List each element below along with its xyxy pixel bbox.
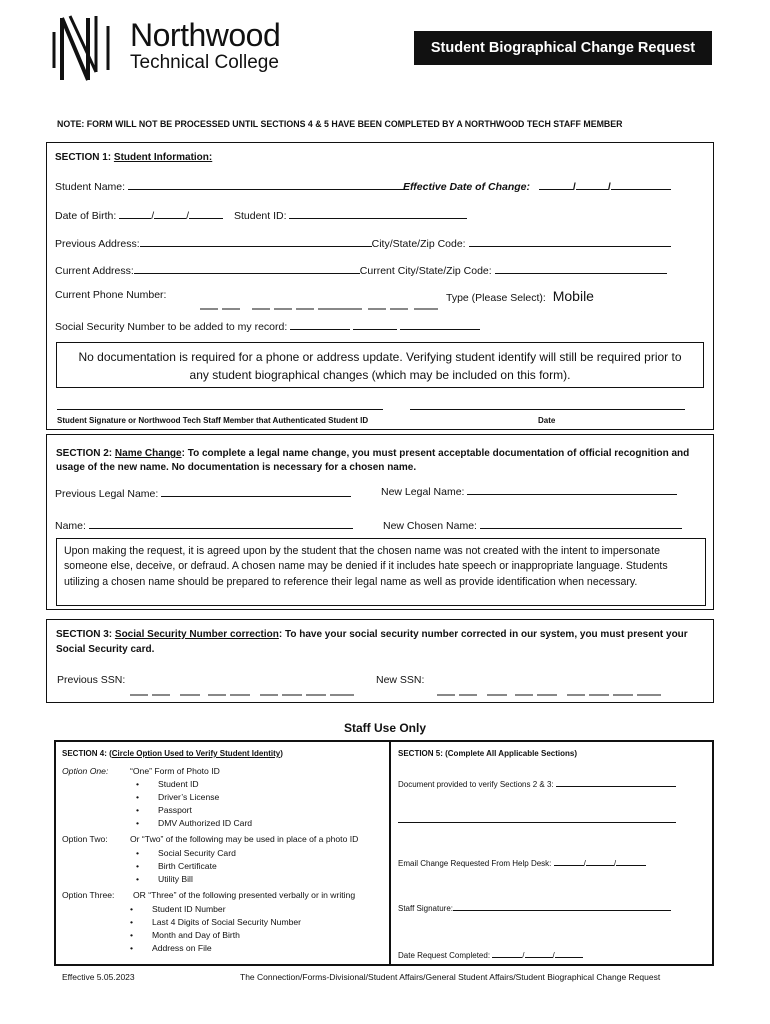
processing-note: NOTE: FORM WILL NOT BE PROCESSED UNTIL SECTIONS 4 & 5 HAVE BEEN COMPLETED BY A NORTHWOOD TECH STAFF MEMBER	[57, 119, 623, 129]
email-month-field[interactable]	[554, 856, 584, 866]
phone-label: Current Phone Number:	[55, 289, 167, 301]
previous-legal-field[interactable]	[161, 485, 351, 497]
phone-type-label: Type (Please Select):	[446, 292, 546, 304]
staff-signature-field[interactable]	[453, 901, 671, 911]
student-id-field[interactable]	[289, 207, 467, 219]
staff-signature-label: Staff Signature:	[398, 904, 453, 913]
logo-mark-icon	[48, 12, 128, 84]
list-item: • Social Security Card	[130, 847, 236, 860]
current-address-field[interactable]	[134, 262, 360, 274]
section1-link: Student Information:	[113, 152, 213, 163]
previous-ssn-label: Previous SSN:	[57, 674, 126, 686]
signature-date-label: Date	[538, 416, 556, 425]
section2-link: Name Change	[114, 448, 182, 459]
new-ssn-label: New SSN:	[376, 674, 425, 686]
previous-address-label: Previous Address:	[55, 238, 140, 250]
college-logo	[48, 12, 128, 84]
current-address-row	[55, 262, 667, 277]
new-legal-label: New Legal Name:	[381, 486, 465, 498]
student-id-label: Student ID:	[233, 210, 287, 222]
new-ssn-field[interactable]	[437, 684, 663, 702]
section4-prefix: SECTION 4: (	[62, 749, 112, 758]
new-chosen-label: New Chosen Name:	[383, 520, 477, 532]
dob-year-field[interactable]	[189, 207, 223, 219]
section4-link: Circle Option Used to Verify Student Identity	[111, 749, 281, 758]
section2-heading-rest: : To complete a legal name change, you must present acceptable documentation of official recognition and usage of the new name. No documentation is necessary for a chosen name.	[56, 448, 690, 473]
dob-day-field[interactable]	[154, 207, 186, 219]
effective-month-field[interactable]	[539, 178, 573, 190]
college-name-line1: Northwood	[130, 17, 281, 53]
section4-suffix: )	[280, 749, 283, 758]
name-field[interactable]	[89, 517, 353, 529]
footer-path: The Connection/Forms-Divisional/Student Affairs/General Student Affairs/Student Biographical Change Request	[240, 972, 661, 982]
list-item: • Address on File	[124, 942, 301, 955]
section1-prefix: SECTION 1:	[55, 152, 114, 163]
dob-month-field[interactable]	[119, 207, 151, 219]
phone-field[interactable]	[200, 298, 438, 302]
option2-label[interactable]: Option Two:	[62, 834, 108, 844]
email-change-label: Email Change Requested From Help Desk:	[398, 859, 552, 868]
section1-notice: No documentation is required for a phone or address update. Verifying student identify will still be required prior to any student biographical changes (which may be included on this form).	[78, 350, 682, 382]
list-item: • Month and Day of Birth	[124, 929, 301, 942]
ssn-label: Social Security Number to be added to my record:	[55, 321, 288, 333]
phone-blanks	[200, 307, 438, 311]
section2-heading	[56, 447, 696, 475]
doc-provided-label: Document provided to verify Sections 2 & 3:	[398, 780, 554, 789]
doc-provided-line2[interactable]	[398, 822, 676, 823]
section2-prefix: SECTION 2:	[56, 448, 115, 459]
prev-city-field[interactable]	[469, 235, 671, 247]
section2-notice: Upon making the request, it is agreed upon by the student that the chosen name was not created with the intent to impersonate someone else, deceive, or defraud. A chosen name may be denied if it includes hate speech or inappropriate language. Students utilizing a chosen name should be prepared to reference their legal name as well as provide identification when necessary.	[64, 545, 668, 588]
list-item: • Student ID	[130, 778, 252, 791]
signature-label: Student Signature or Northwood Tech Staff Member that Authenticated Student ID	[57, 416, 369, 425]
staff-divider	[389, 741, 391, 965]
phone-type-select[interactable]: Mobile	[552, 288, 594, 304]
section3-prefix: SECTION 3:	[56, 629, 115, 640]
current-address-label: Current Address:	[55, 265, 134, 277]
option2-list	[130, 847, 236, 886]
section1-notice-box	[56, 342, 704, 388]
date-request-label: Date Request Completed:	[398, 951, 491, 960]
name-row	[55, 517, 353, 532]
effective-date-row: Effective Date of Change: / /	[403, 178, 671, 193]
section3-link: Social Security Number correction	[114, 629, 279, 640]
staff-signature-row	[398, 901, 671, 913]
signature-date-line[interactable]	[410, 409, 685, 410]
name-label: Name:	[55, 520, 86, 532]
current-city-label: Current City/State/Zip Code:	[359, 265, 492, 277]
signature-line[interactable]	[57, 409, 383, 410]
dob-label: Date of Birth:	[55, 210, 117, 222]
effective-day-field[interactable]	[576, 178, 608, 190]
option1-label[interactable]: Option One:	[62, 766, 109, 776]
list-item: • DMV Authorized ID Card	[130, 817, 252, 830]
option3-desc: OR “Three” of the following presented verbally or in writing	[133, 890, 356, 900]
email-day-field[interactable]	[586, 856, 614, 866]
form-title: Student Biographical Change Request	[430, 40, 696, 56]
student-name-label: Student Name:	[55, 181, 126, 193]
list-item: • Driver’s License	[130, 791, 252, 804]
section3-heading-rest: : To have your social security number corrected in our system, you must present your Social Security card.	[56, 629, 688, 655]
new-ssn-blanks	[437, 693, 663, 697]
new-chosen-field[interactable]	[480, 517, 682, 529]
list-item: • Passport	[130, 804, 252, 817]
student-name-row	[55, 178, 406, 193]
doc-provided-field[interactable]	[556, 777, 676, 787]
footer-effective: Effective 5.05.2023	[62, 972, 135, 982]
list-item: • Last 4 Digits of Social Security Number	[124, 916, 301, 929]
ssn-part3-field[interactable]	[400, 318, 480, 330]
date-request-year-field[interactable]	[555, 948, 583, 958]
new-ssn-row	[376, 674, 424, 686]
section4-heading	[62, 749, 283, 758]
effective-date-label: Effective Date of Change:	[403, 181, 530, 193]
previous-ssn-field[interactable]	[130, 684, 356, 702]
list-item: • Student ID Number	[124, 903, 301, 916]
list-item: • Birth Certificate	[130, 860, 236, 873]
ssn-part1-field[interactable]	[290, 318, 350, 330]
option3-label[interactable]: Option Three:	[62, 890, 115, 900]
previous-legal-label: Previous Legal Name:	[55, 488, 159, 500]
phone-row	[55, 289, 166, 301]
section1-heading	[55, 152, 212, 163]
option1-desc: “One” Form of Photo ID	[130, 766, 220, 776]
doc-provided-row	[398, 777, 676, 789]
previous-address-row	[55, 235, 671, 250]
college-name	[130, 18, 280, 74]
effective-year-field[interactable]	[611, 178, 671, 190]
student-name-field[interactable]	[128, 178, 406, 190]
previous-ssn-blanks	[130, 693, 356, 697]
previous-ssn-row	[57, 674, 125, 686]
list-item: • Utility Bill	[130, 873, 236, 886]
phone-type-row	[446, 288, 594, 304]
prev-city-label: City/State/Zip Code:	[371, 238, 466, 250]
email-year-field[interactable]	[616, 856, 646, 866]
current-city-field[interactable]	[495, 262, 667, 274]
ssn-part2-field[interactable]	[353, 318, 397, 330]
section2-notice-box	[56, 538, 706, 606]
option3-list	[124, 903, 301, 955]
new-legal-row	[381, 483, 677, 498]
dob-row: Date of Birth: / / Student ID:	[55, 207, 467, 222]
college-name-line2: Technical College	[130, 52, 279, 73]
new-chosen-row	[383, 517, 682, 532]
ssn-row	[55, 318, 480, 333]
staff-title: Staff Use Only	[343, 721, 427, 735]
email-change-row: Email Change Requested From Help Desk: / /	[398, 856, 646, 868]
date-request-day-field[interactable]	[525, 948, 553, 958]
section3-heading	[56, 627, 696, 657]
section5-heading: SECTION 5: (Complete All Applicable Sections)	[398, 749, 577, 758]
previous-address-field[interactable]	[140, 235, 372, 247]
option1-list	[130, 778, 252, 830]
form-title-banner	[414, 31, 712, 65]
date-request-month-field[interactable]	[492, 948, 522, 958]
option2-desc: Or “Two” of the following may be used in place of a photo ID	[130, 834, 359, 844]
date-request-row: Date Request Completed: / /	[398, 948, 583, 960]
new-legal-field[interactable]	[467, 483, 677, 495]
previous-legal-row	[55, 485, 351, 500]
